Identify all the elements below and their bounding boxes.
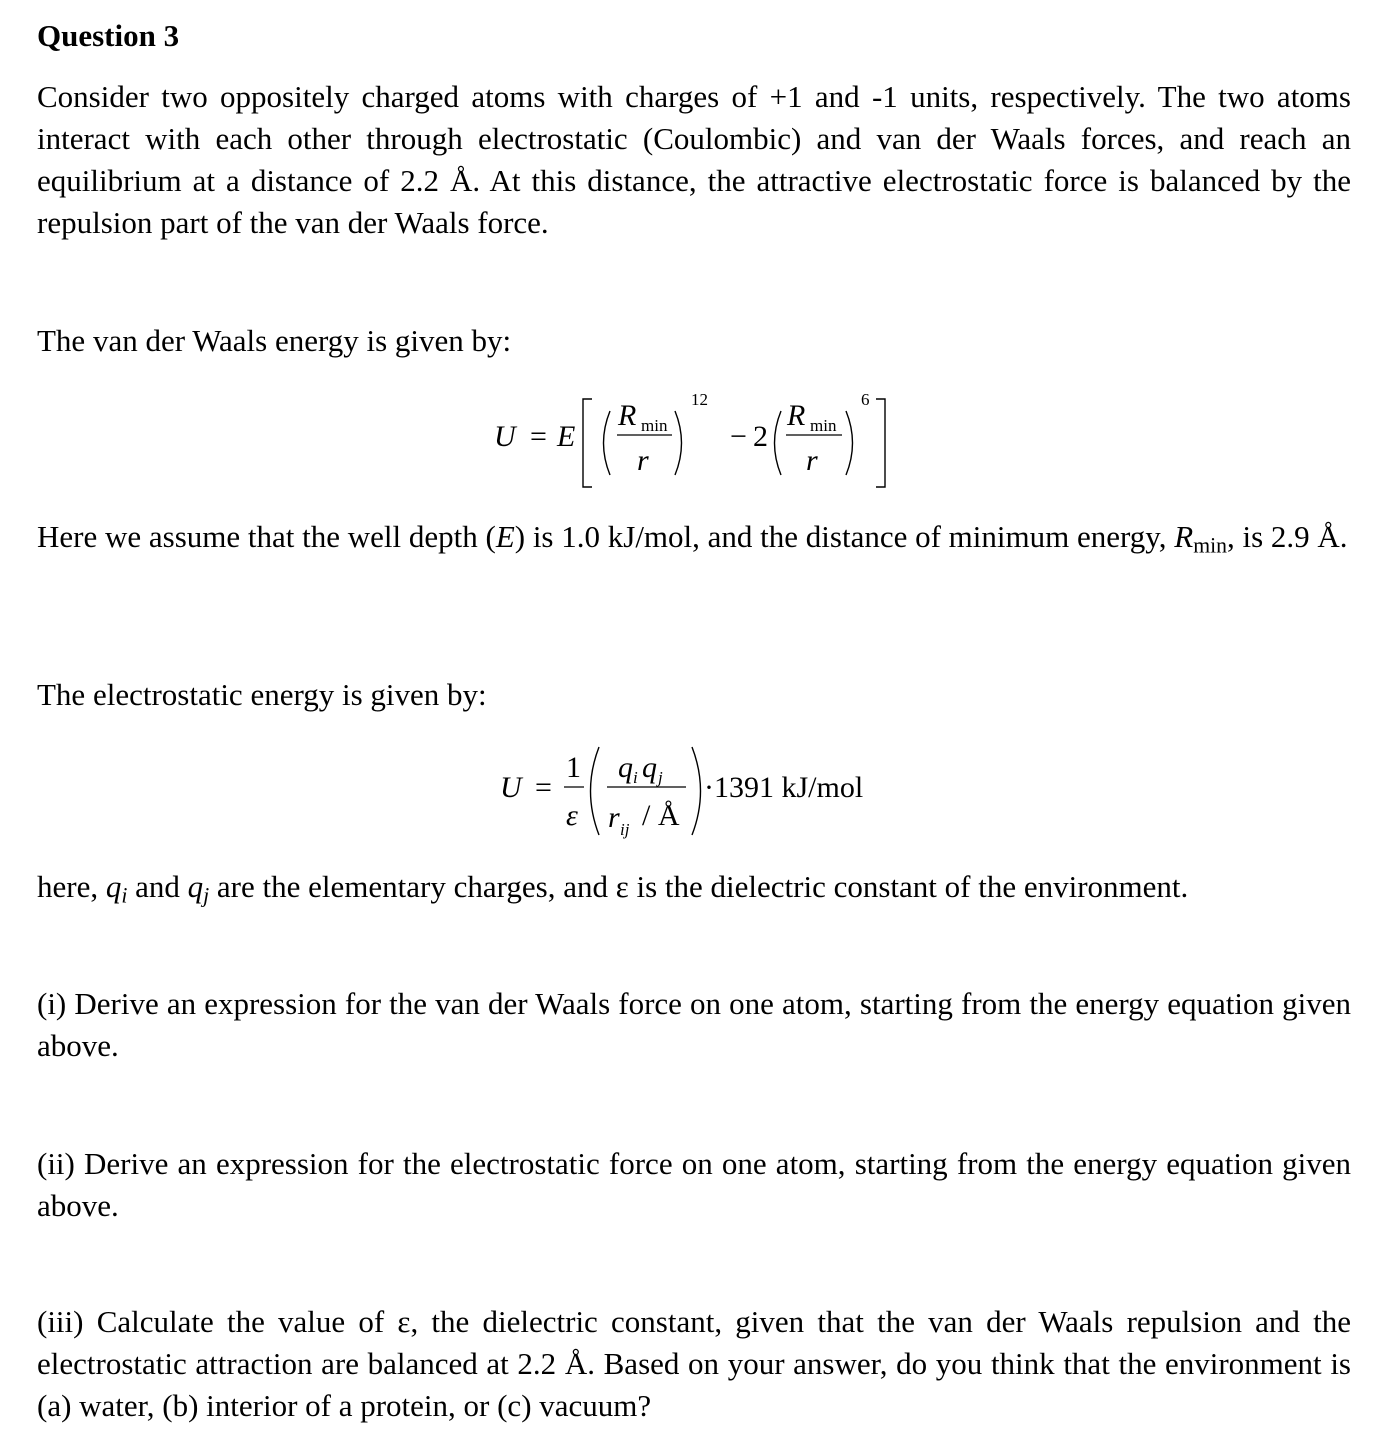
left-bracket [583, 399, 592, 487]
vdw-eq-equals: = [530, 420, 547, 453]
right-bracket [876, 399, 885, 487]
vdw-eq-R2: R [787, 399, 806, 432]
right-paren-2 [846, 411, 853, 475]
electrostatic-intro: The electrostatic energy is given by: [37, 677, 487, 712]
vdw-eq-exp12: 12 [691, 390, 708, 409]
question-title: Question 3 [37, 18, 180, 53]
elec-eq-eps: ε [566, 799, 578, 832]
elec-eq-per-angstrom: / Å [642, 799, 680, 832]
elec-eq-one: 1 [566, 751, 581, 784]
left-paren-2 [775, 411, 782, 475]
elec-eq-qj: q [642, 751, 657, 784]
elec-eq-lhs: U [500, 771, 522, 804]
elec-eq-ij: ij [620, 820, 630, 839]
vdw-eq-E: E [557, 420, 576, 453]
charges-definition: here, $q_i$ and $q_j$ are the elementary charges, and ε is the dielectric constant of the environment. [37, 869, 1189, 908]
vdw-eq-minus: − [730, 420, 747, 453]
vdw-eq-r1: r [637, 444, 649, 477]
left-paren [604, 411, 611, 475]
vdw-eq-R1: R [618, 399, 637, 432]
question-part-ii: (ii) Derive an expression for the electrostatic force on one atom, starting from the energy equation given above. [37, 1146, 1351, 1223]
vdw-intro: The van der Waals energy is given by: [37, 323, 512, 358]
elec-eq-qi: q [618, 751, 633, 784]
right-paren [692, 747, 701, 835]
elec-eq-i: i [633, 768, 638, 787]
vdw-eq-two: 2 [753, 420, 768, 453]
elec-eq-r: r [608, 801, 620, 834]
electrostatic-energy-equation [490, 735, 910, 845]
right-paren [675, 411, 682, 475]
question-part-iii: (iii) Calculate the value of ε, the dielectric constant, given that the van der Waals repulsion and the electrostatic attraction are balanced at 2.2 Å. Based on your answer, do you think that the environment is (a) water, (b) interior of a protein, or (c) vacuum? [37, 1304, 1351, 1423]
vdw-eq-min1: min [641, 416, 668, 435]
vdw-energy-equation [480, 385, 900, 495]
vdw-eq-exp6: 6 [861, 390, 870, 409]
vdw-eq-r2: r [806, 444, 818, 477]
intro-paragraph: Consider two oppositely charged atoms with charges of +1 and -1 units, respectively. The two atoms interact with each other through electrostatic (Coulombic) and van der Waals forces, and reach an equilibrium at a distance of 2.2 Å. At this distance, the attractive electrostatic force is balanced by the repulsion part of the van der Waals force. [37, 79, 1351, 240]
vdw-eq-lhs: U [494, 420, 516, 453]
question-part-i: (i) Derive an expression for the van der Waals force on one atom, starting from the energy equation given above. [37, 986, 1351, 1063]
elec-eq-tail: ·1391 kJ/mol [704, 771, 864, 804]
vdw-eq-min2: min [810, 416, 837, 435]
elec-eq-j: j [658, 768, 663, 787]
vdw-parameters: Here we assume that the well depth (E) is 1.0 kJ/mol, and the distance of minimum energy, $R_{min}$, is 2.9 Å. [37, 519, 1348, 558]
left-paren [591, 747, 600, 835]
elec-eq-equals: = [535, 771, 552, 804]
